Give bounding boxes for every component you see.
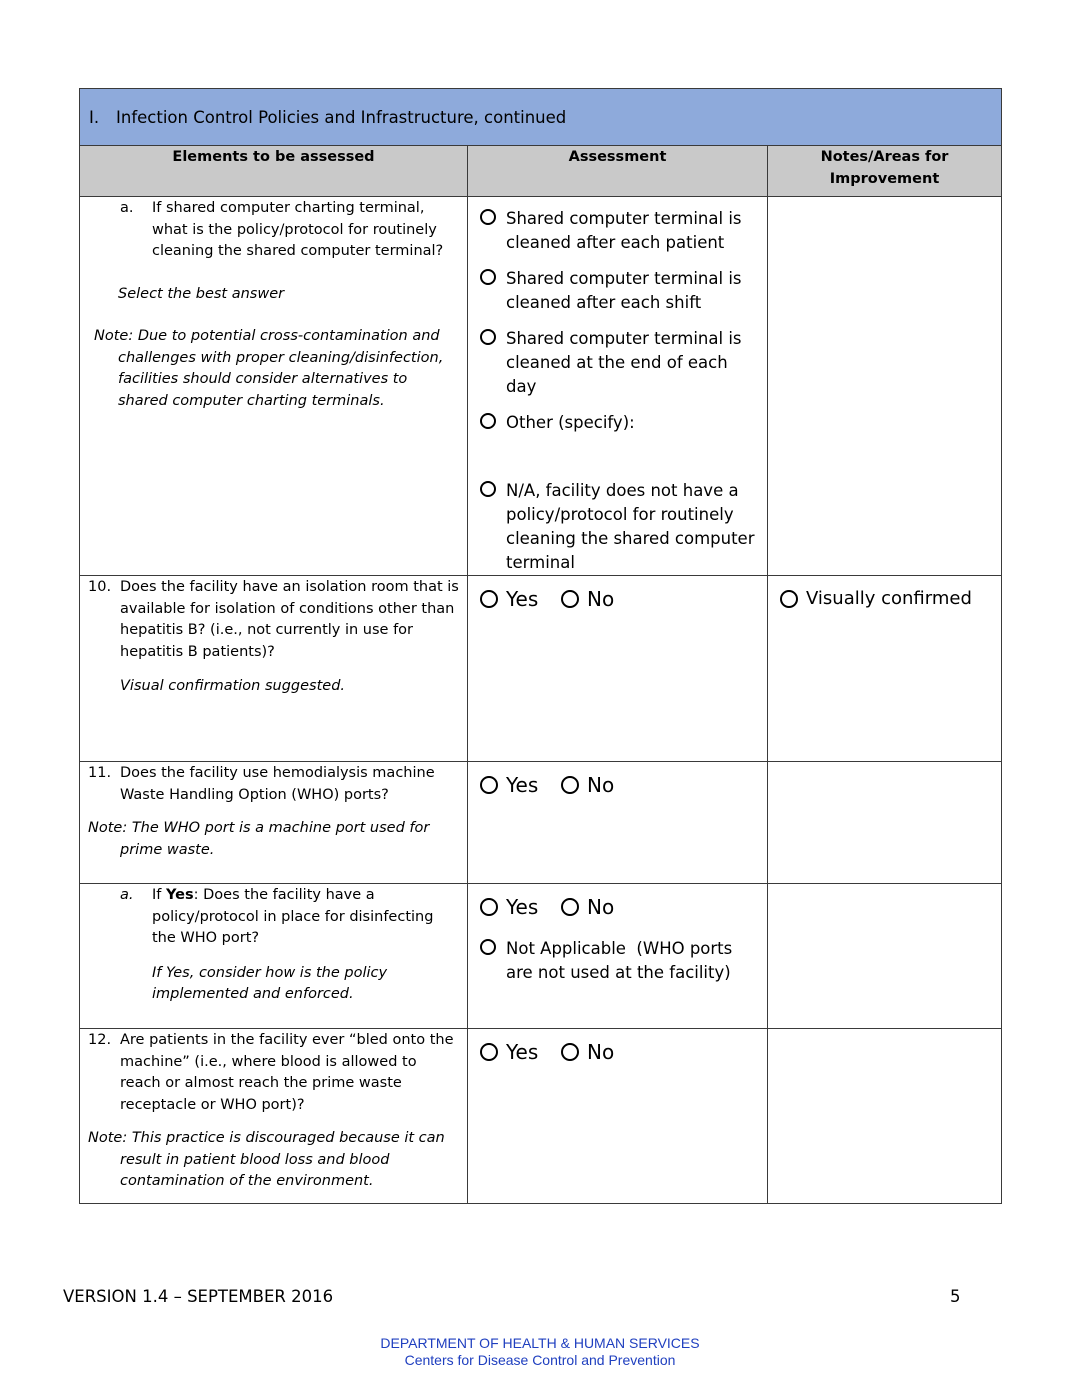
row-10-yes-option[interactable]: Yes [480, 587, 538, 611]
row-11-note: Note: The WHO port is a machine port used for prime waste. [88, 820, 430, 858]
radio-circle-icon[interactable] [480, 898, 498, 916]
option-other-specify[interactable]: Other (specify): [480, 411, 757, 435]
row-10-question: Does the facility have an isolation room that is available for isolation of conditions other than hepatitis B? (i.e., not currently in use for hepatitis B patients)? [120, 579, 459, 660]
option-end-of-day[interactable]: Shared computer terminal is cleaned at the end of each day [480, 327, 757, 399]
notes-cell[interactable] [768, 1029, 1002, 1204]
section-title-text: Infection Control Policies and Infrastructure, continued [116, 107, 567, 127]
section-number: I. [89, 107, 100, 127]
row-a-instruction: Select the best answer [118, 285, 285, 302]
table-row [80, 1029, 1002, 1204]
radio-circle-icon[interactable] [480, 1043, 498, 1061]
radio-circle-icon[interactable] [780, 590, 798, 608]
agency-name: Centers for Disease Control and Prevention [404, 1352, 676, 1368]
department-name: DEPARTMENT OF HEALTH & HUMAN SERVICES [380, 1335, 700, 1351]
radio-circle-icon[interactable] [480, 481, 496, 497]
radio-circle-icon[interactable] [561, 590, 579, 608]
table-row [80, 197, 1002, 576]
header-elements: Elements to be assessed [80, 146, 468, 197]
radio-circle-icon[interactable] [561, 898, 579, 916]
section-title [80, 89, 1002, 146]
visually-confirmed-option[interactable]: Visually confirmed [780, 588, 972, 609]
row-a-note: Note: Due to potential cross-contamination and challenges with proper cleaning/disinfection, facilities should consider alternatives to shared computer charting terminals. [94, 328, 444, 409]
row-11-label: 11. [88, 765, 112, 781]
row-12-no-option[interactable]: No [561, 1040, 614, 1064]
assessment-table [79, 88, 1002, 1204]
radio-circle-icon[interactable] [561, 776, 579, 794]
row-10-no-option[interactable]: No [561, 587, 614, 611]
row-a-label: a. [120, 200, 134, 216]
row-11a-label: a. [120, 887, 134, 903]
radio-circle-icon[interactable] [480, 776, 498, 794]
row-11a-no-option[interactable]: No [561, 895, 614, 919]
row-10-instruction: Visual confirmation suggested. [120, 678, 346, 694]
table-row [80, 576, 1002, 762]
option-not-applicable[interactable]: N/A, facility does not have a policy/protocol for routinely cleaning the shared computer terminal [480, 479, 757, 575]
row-11a-na-option[interactable]: Not Applicable (WHO ports are not used at the facility) [480, 937, 755, 985]
radio-circle-icon[interactable] [480, 590, 498, 608]
version-footer: VERSION 1.4 – SEPTEMBER 2016 [63, 1287, 334, 1306]
radio-circle-icon[interactable] [480, 269, 496, 285]
radio-circle-icon[interactable] [480, 939, 496, 955]
row-11a-yes-option[interactable]: Yes [480, 895, 538, 919]
row-11a-instruction: If Yes, consider how is the policy implemented and enforced. [152, 964, 388, 1002]
notes-cell[interactable] [768, 197, 1002, 576]
row-11-yes-option[interactable]: Yes [480, 773, 538, 797]
row-10-label: 10. [88, 579, 112, 595]
header-assessment: Assessment [468, 146, 768, 197]
row-12-yes-option[interactable]: Yes [480, 1040, 538, 1064]
table-row [80, 762, 1002, 884]
row-a-question: If shared computer charting terminal, what is the policy/protocol for routinely cleaning the shared computer terminal? [152, 200, 444, 259]
row-12-note: Note: This practice is discouraged because it can result in patient blood loss and blood contamination of the environment. [88, 1130, 445, 1189]
notes-cell[interactable] [768, 884, 1002, 1029]
row-11a-question: If Yes: Does the facility have a policy/protocol in place for disinfecting the WHO port? [152, 887, 434, 946]
row-11-no-option[interactable]: No [561, 773, 614, 797]
radio-circle-icon[interactable] [480, 209, 496, 225]
row-12-label: 12. [88, 1032, 112, 1048]
radio-circle-icon[interactable] [480, 329, 496, 345]
option-after-each-patient[interactable]: Shared computer terminal is cleaned after each patient [480, 207, 757, 255]
option-after-each-shift[interactable]: Shared computer terminal is cleaned after each shift [480, 267, 757, 315]
row-12-question: Are patients in the facility ever “bled onto the machine” (i.e., where blood is allowed to reach or almost reach the prime waste receptacle or WHO port)? [120, 1032, 454, 1113]
page-number: 5 [950, 1287, 961, 1306]
row-11-question: Does the facility use hemodialysis machine Waste Handling Option (WHO) ports? [120, 765, 435, 803]
radio-circle-icon[interactable] [561, 1043, 579, 1061]
radio-circle-icon[interactable] [480, 413, 496, 429]
header-notes: Notes/Areas for Improvement [768, 146, 1002, 197]
table-row [80, 884, 1002, 1029]
notes-cell[interactable] [768, 762, 1002, 884]
